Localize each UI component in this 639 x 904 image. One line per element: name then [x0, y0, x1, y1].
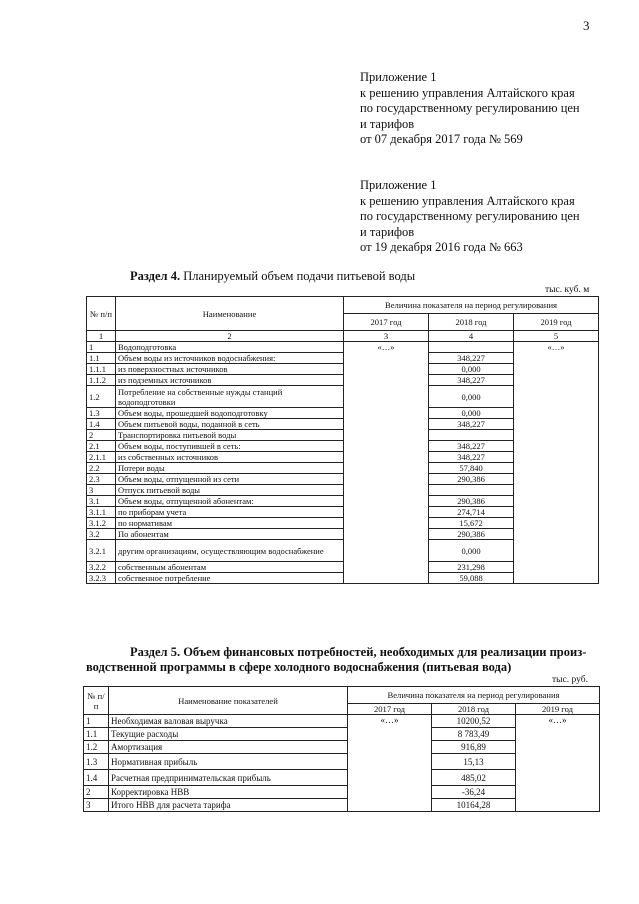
value-2018: 348,227 [429, 419, 514, 430]
header-year-2018: 2018 год [432, 704, 516, 715]
header-year-2018: 2018 год [429, 314, 514, 331]
value-2018: 8 783,49 [432, 728, 516, 741]
row-number: 2.2 [87, 463, 116, 474]
row-name: Потребление на собственные нужды станций водоподготовки [116, 386, 344, 408]
appendix-line: и тарифов [360, 224, 415, 239]
row-name: Объем воды, отпущенной из сети [116, 474, 344, 485]
row-name: Объем воды, прошедшей водоподготовку [116, 408, 344, 419]
row-name: другим организациям, осуществляющим водоснабжение [116, 540, 344, 562]
row-name: Объем воды, поступившей в сеть: [116, 441, 344, 452]
row-name: Транспортировка питьевой воды [116, 430, 344, 441]
row-number: 3.2.2 [87, 562, 116, 573]
row-number: 2.1 [87, 441, 116, 452]
value-2018: 10164,28 [432, 799, 516, 812]
row-number: 2 [87, 430, 116, 441]
header-name: Наименование показателей [109, 687, 348, 715]
row-name: Текущие расходы [109, 728, 348, 741]
header-period: Величина показателя на период регулирования [344, 297, 599, 314]
row-number: 1.2 [87, 386, 116, 408]
section5-title-text: Объем финансовых потребностей, необходимых для реализации произ- [180, 645, 587, 659]
section5-title [130, 645, 586, 660]
header-col-index: 3 [344, 331, 429, 342]
value-2018: 59,088 [429, 573, 514, 584]
value-2018: 0,000 [429, 408, 514, 419]
row-name: собственным абонентам [116, 562, 344, 573]
section5-table [83, 686, 600, 812]
value-2017: «…» [348, 715, 432, 812]
row-number: 2.3 [87, 474, 116, 485]
header-col-index: 2 [116, 331, 344, 342]
row-name: Итого НВВ для расчета тарифа [109, 799, 348, 812]
value-2018: 916,89 [432, 741, 516, 754]
row-number: 3.1.1 [87, 507, 116, 518]
row-number: 1 [87, 342, 116, 353]
header-year-2017: 2017 год [344, 314, 429, 331]
row-name: Объем питьевой воды, поданной в сеть [116, 419, 344, 430]
header-col-index: 1 [87, 331, 116, 342]
row-number: 2 [84, 786, 109, 799]
appendix-line: к решению управления Алтайского края [360, 85, 575, 100]
section4-title-text: Планируемый объем подачи питьевой воды [180, 269, 416, 283]
row-name: Нормативная прибыль [109, 754, 348, 770]
value-2018: 15,13 [432, 754, 516, 770]
row-number: 3.1 [87, 496, 116, 507]
row-name: Отпуск питьевой воды [116, 485, 344, 496]
appendix-line: по государственному регулированию цен [360, 209, 580, 223]
row-number: 1.1.2 [87, 375, 116, 386]
row-number: 1.1.1 [87, 364, 116, 375]
row-name: Объем воды, отпущенной абонентам: [116, 496, 344, 507]
header-year-2019: 2019 год [514, 314, 599, 331]
value-2018: 274,714 [429, 507, 514, 518]
value-2019: «…» [516, 715, 600, 812]
table-row [87, 342, 599, 353]
appendix-line: от 07 декабря 2017 года № 569 [360, 132, 523, 146]
appendix-line: по государственному регулированию цен [360, 101, 580, 115]
value-2019: «…» [514, 342, 599, 584]
value-2018: -36,24 [432, 786, 516, 799]
row-number: 1.4 [87, 419, 116, 430]
value-2018: 231,298 [429, 562, 514, 573]
value-2018: 290,386 [429, 529, 514, 540]
row-name: Корректировка НВВ [109, 786, 348, 799]
header-num: № п/п [84, 687, 109, 715]
table-row [84, 715, 600, 728]
value-2018: 348,227 [429, 441, 514, 452]
row-name: из собственных источников [116, 452, 344, 463]
row-name: Водоподготовка [116, 342, 344, 353]
appendix-line: и тарифов [360, 116, 415, 131]
row-number: 3.2.1 [87, 540, 116, 562]
row-name: По абонентам [116, 529, 344, 540]
appendix-block-current [360, 70, 580, 148]
row-name: из поверхностных источников [116, 364, 344, 375]
value-2018: 348,227 [429, 452, 514, 463]
row-name: Потери воды [116, 463, 344, 474]
row-number: 1.2 [84, 741, 109, 754]
header-col-index: 4 [429, 331, 514, 342]
row-number: 3.2.3 [87, 573, 116, 584]
value-2018: 348,227 [429, 375, 514, 386]
row-number: 2.1.1 [87, 452, 116, 463]
row-number: 1.3 [84, 754, 109, 770]
row-name: по приборам учета [116, 507, 344, 518]
row-number: 1.4 [84, 770, 109, 786]
value-2018: 57,840 [429, 463, 514, 474]
row-number: 3 [84, 799, 109, 812]
row-name: собственное потребление [116, 573, 344, 584]
row-number: 1.1 [84, 728, 109, 741]
value-2018: 0,000 [429, 386, 514, 408]
row-number: 1.1 [87, 353, 116, 364]
value-2018: 290,386 [429, 474, 514, 485]
value-2018: 348,227 [429, 353, 514, 364]
row-number: 3 [87, 485, 116, 496]
row-number: 3.2 [87, 529, 116, 540]
value-2018 [429, 342, 514, 353]
value-2018: 290,386 [429, 496, 514, 507]
appendix-line: к решению управления Алтайского края [360, 193, 575, 208]
section4-table [86, 296, 599, 584]
section4-title [130, 269, 415, 284]
section4-unit: тыс. куб. м [545, 285, 590, 295]
section5-title-line2: водственной программы в сфере холодного водоснабжения (питьевая вода) [86, 660, 512, 674]
value-2017: «…» [344, 342, 429, 584]
value-2018: 10200,52 [432, 715, 516, 728]
row-name: из подземных источников [116, 375, 344, 386]
appendix-line: от 19 декабря 2016 года № 663 [360, 240, 523, 254]
section5-title-number: Раздел 5. [130, 645, 181, 659]
value-2018 [429, 485, 514, 496]
row-name: Необходимая валовая выручка [109, 715, 348, 728]
header-num: № п/п [87, 297, 116, 331]
value-2018: 0,000 [429, 364, 514, 375]
row-number: 1 [84, 715, 109, 728]
value-2018: 0,000 [429, 540, 514, 562]
row-name: Амортизация [109, 741, 348, 754]
row-number: 1.3 [87, 408, 116, 419]
row-name: Расчетная предпринимательская прибыль [109, 770, 348, 786]
appendix-line: Приложение 1 [360, 70, 437, 84]
header-period: Величина показателя на период регулирования [348, 687, 600, 704]
value-2018 [429, 430, 514, 441]
value-2018: 15,672 [429, 518, 514, 529]
header-year-2017: 2017 год [348, 704, 432, 715]
row-name: по нормативам [116, 518, 344, 529]
value-2018: 485,02 [432, 770, 516, 786]
header-col-index: 5 [514, 331, 599, 342]
section4-title-number: Раздел 4. [130, 269, 181, 283]
row-number: 3.1.2 [87, 518, 116, 529]
header-year-2019: 2019 год [516, 704, 600, 715]
section5-unit: тыс. руб. [552, 675, 588, 685]
appendix-line: Приложение 1 [360, 178, 437, 192]
page-number: 3 [583, 18, 590, 33]
appendix-block-previous [360, 178, 580, 256]
row-name: Объем воды из источников водоснабжения: [116, 353, 344, 364]
header-name: Наименование [116, 297, 344, 331]
